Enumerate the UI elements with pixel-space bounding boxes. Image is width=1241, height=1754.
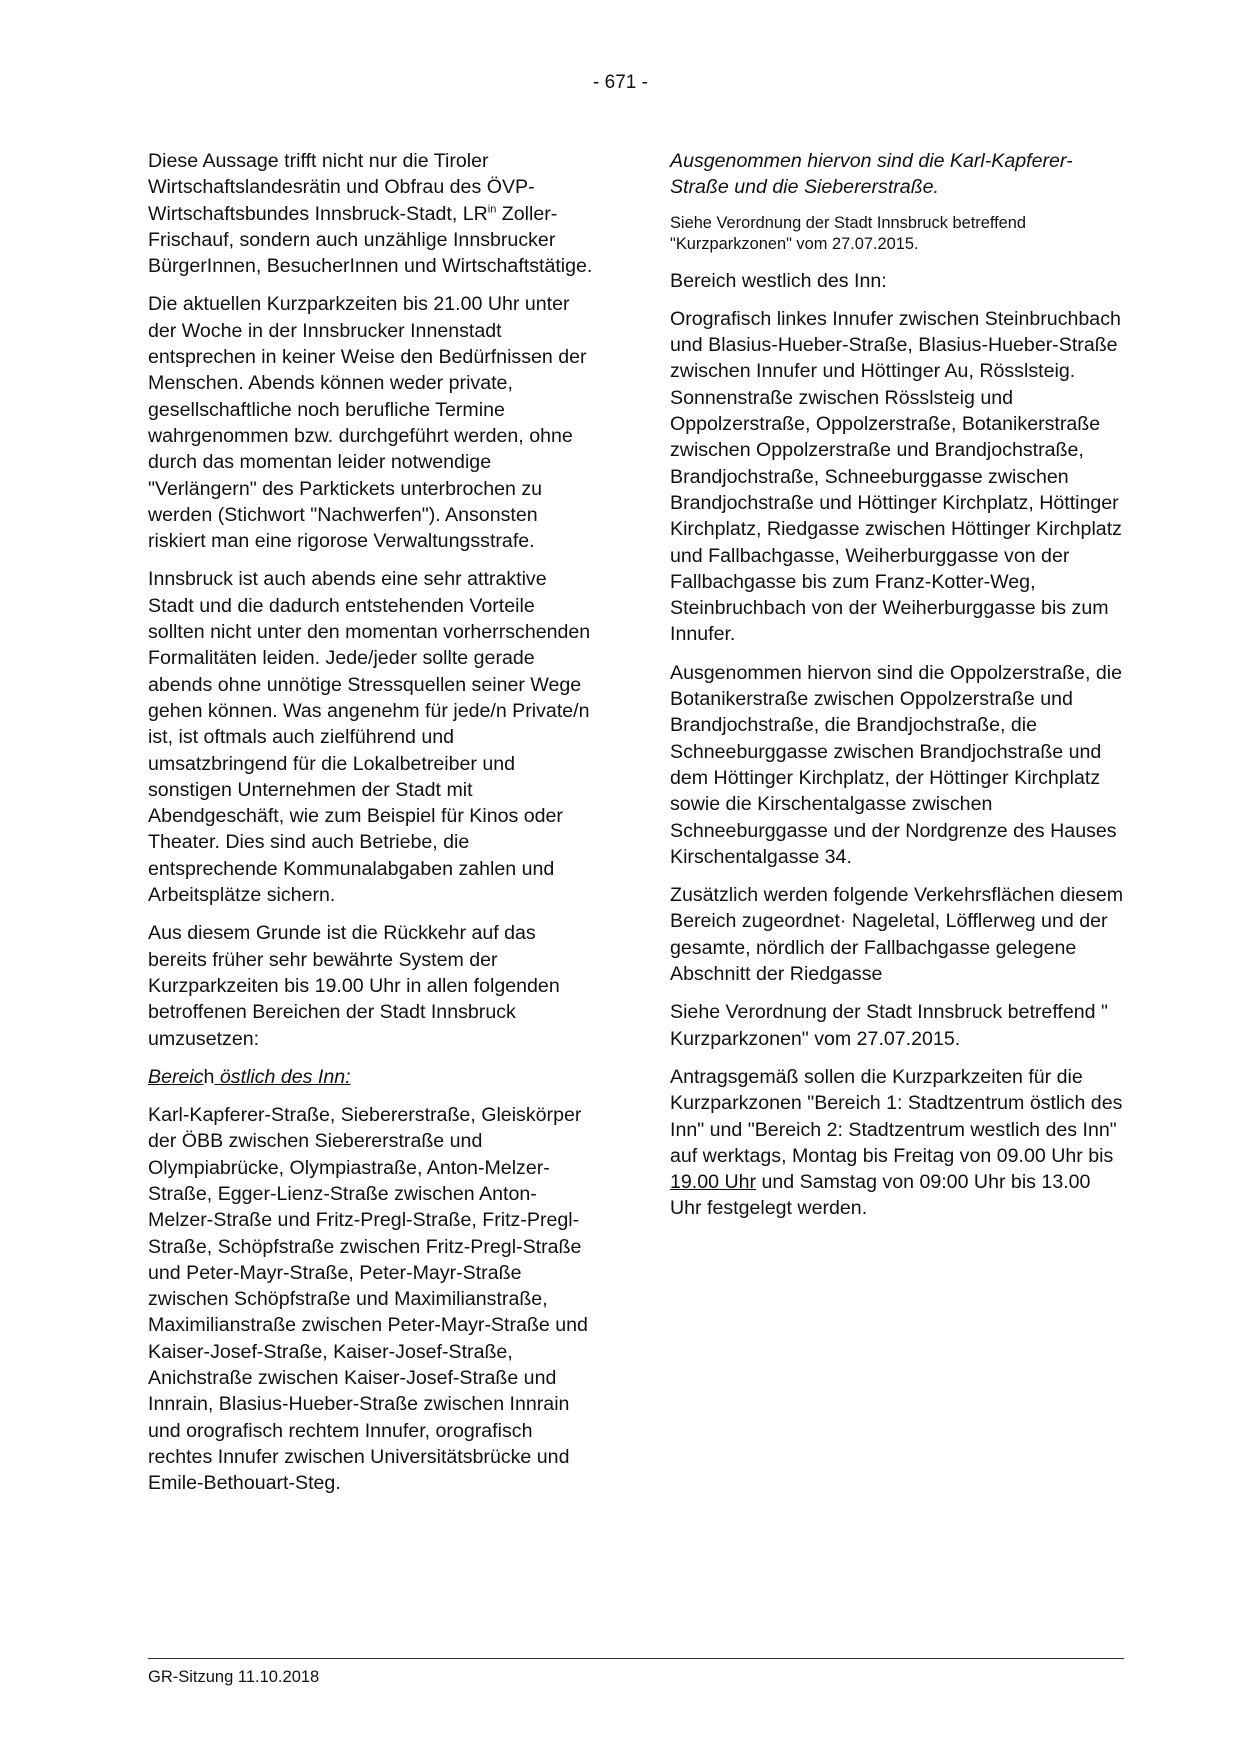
paragraph-street-list-east: Karl-Kapferer-Straße, Siebererstraße, Gleiskörper der ÖBB zwischen Siebererstraße und Olympiabrücke, Olympiastraße, Anton-Melzer-Straße, Egger-Lienz-Straße zwischen Anton-Melzer-Straße und Fritz-Pregl-Straße, Fritz-Pregl-Straße, Schöpfstraße zwischen Fritz-Pregl-Straße und Peter-Mayr-Straße, Peter-Mayr-Straße zwischen Schöpfstraße und Maximilianstraße, Maximilianstraße zwischen Peter-Mayr-Straße und Kaiser-Josef-Straße, Kaiser-Josef-Straße, Anichstraße zwischen Kaiser-Josef-Straße und Innrain, Blasius-Hueber-Straße zwischen Innrain und orografisch rechtem Innufer, orografisch rechtes Innufer zwischen Universitätsbrücke und Emile-Bethouart-Steg.	[148, 1104, 588, 1495]
paragraph-current-times: Die aktuellen Kurzparkzeiten bis 21.00 Uhr unter der Woche in der Innsbrucker Innenstadt entsprechen in keiner Weise den Bedürfnissen der Menschen. Abends können weder private, gesellschaftliche noch berufliche Termine wahrgenommen bzw. durchgeführt werden, ohne durch das momentan leider notwendige "Verlängern" des Parktickets unterbrochen zu werden (Stichwort "Nachwerfen"). Ansonsten riskiert man eine rigorose Verwaltungsstrafe.	[148, 293, 587, 553]
paragraph-motion	[670, 1064, 1124, 1222]
paragraph-regulation-reference: Siehe Verordnung der Stadt Innsbruck betreffend " Kurzparkzonen" vom 27.07.2015.	[670, 1001, 1108, 1050]
paragraph-text: und Samstag von 09:00 Uhr bis 13.00 Uhr festgelegt werden.	[670, 1171, 1091, 1220]
section-heading-west: Bereich westlich des Inn:	[670, 269, 887, 292]
underlined-time: 19.00 Uhr	[670, 1171, 757, 1194]
right-column	[670, 148, 1124, 1234]
superscript-in: in	[487, 203, 497, 216]
paragraph-attractive-city: Innsbruck ist auch abends eine sehr attraktive Stadt und die dadurch entstehenden Vorteile sollten nicht unter den momentan vorherrschenden Formalitäten leiden. Jede/jeder sollte gerade abends ohne unnötige Stressquellen seiner Wege gehen können. Was angenehm für jede/n Private/n ist, ist oftmals auch zielführend und umsatzbringend für die Lokalbetreiber und sonstigen Unternehmen der Stadt mit Abendgeschäft, wie zum Beispiel für Kinos oder Theater. Dies sind auch Betriebe, die entsprechende Kommunalabgaben zahlen und Arbeitsplätze sichern.	[148, 568, 591, 907]
paragraph-regulation-note: Siehe Verordnung der Stadt Innsbruck betreffend "Kurzparkzonen" vom 27.07.2015.	[670, 213, 1026, 254]
paragraph-statement	[148, 148, 596, 279]
paragraph-return-request: Aus diesem Grunde ist die Rückkehr auf das bereits früher sehr bewährte System der Kurzparkzeiten bis 19.00 Uhr in allen folgenden betroffenen Bereichen der Stadt Innsbruck umzusetzen:	[148, 922, 560, 1050]
page-number: - 671 -	[593, 72, 648, 93]
left-column	[148, 148, 596, 1509]
paragraph-text: Antragsgemäß sollen die Kurzparkzeiten für die Kurzparkzonen "Bereich 1: Stadtzentrum östlich des Inn" und "Bereich 2: Stadtzentrum westlich des Inn" auf werktags, Montag bis Freitag von 09.00 Uhr bis	[670, 1065, 1123, 1167]
paragraph-street-list-west: Orografisch linkes Innufer zwischen Steinbruchbach und Blasius-Hueber-Straße, Blasius-Hueber-Straße zwischen Innufer und Höttinger Au, Rösslsteig. Sonnenstraße zwischen Rösslsteig und Oppolzerstraße, Oppolzerstraße, Botanikerstraße zwischen Oppolzerstraße und Brandjochstraße, Brandjochstraße, Schneeburggasse zwischen Brandjochstraße und Höttinger Kirchplatz, Höttinger Kirchplatz, Riedgasse zwischen Höttinger Kirchplatz und Fallbachgasse, Weiherburggasse von der Fallbachgasse bis zum Franz-Kotter-Weg, Steinbruchbach von der Weiherburggasse bis zum Innufer.	[670, 307, 1122, 646]
footer-session-date: GR-Sitzung 11.10.2018	[148, 1668, 320, 1686]
section-heading-east	[148, 1064, 596, 1090]
heading-part: Bereic	[148, 1065, 204, 1088]
heading-part: h	[203, 1065, 215, 1088]
footer-divider	[148, 1658, 1124, 1659]
paragraph-additional-areas: Zusätzlich werden folgende Verkehrsflächen diesem Bereich zugeordnet· Nageletal, Löfflerweg und der gesamte, nördlich der Fallbachgasse gelegene Abschnitt der Riedgasse	[670, 884, 1124, 986]
paragraph-exception-west: Ausgenommen hiervon sind die Oppolzerstraße, die Botanikerstraße zwischen Oppolzerstraße und Brandjochstraße, die Brandjochstraße, die Schneeburggasse zwischen Brandjochstraße und dem Höttinger Kirchplatz, der Höttinger Kirchplatz sowie die Kirschentalgasse zwischen Schneeburggasse und der Nordgrenze des Hauses Kirschentalgasse 34.	[670, 661, 1122, 868]
heading-part: östlich des Inn:	[214, 1065, 351, 1088]
paragraph-text: Zoller-Frischauf, sondern auch unzählige Innsbrucker BürgerInnen, BesucherInnen und Wirtschaftstätige.	[148, 202, 593, 278]
paragraph-text: Diese Aussage trifft nicht nur die Tiroler Wirtschaftslandesrätin und Obfrau des ÖVP-Wirtschaftsbundes Innsbruck-Stadt, LR	[148, 150, 535, 225]
paragraph-exception-east: Ausgenommen hiervon sind die Karl-Kapferer-Straße und die Siebererstraße.	[670, 150, 1073, 199]
